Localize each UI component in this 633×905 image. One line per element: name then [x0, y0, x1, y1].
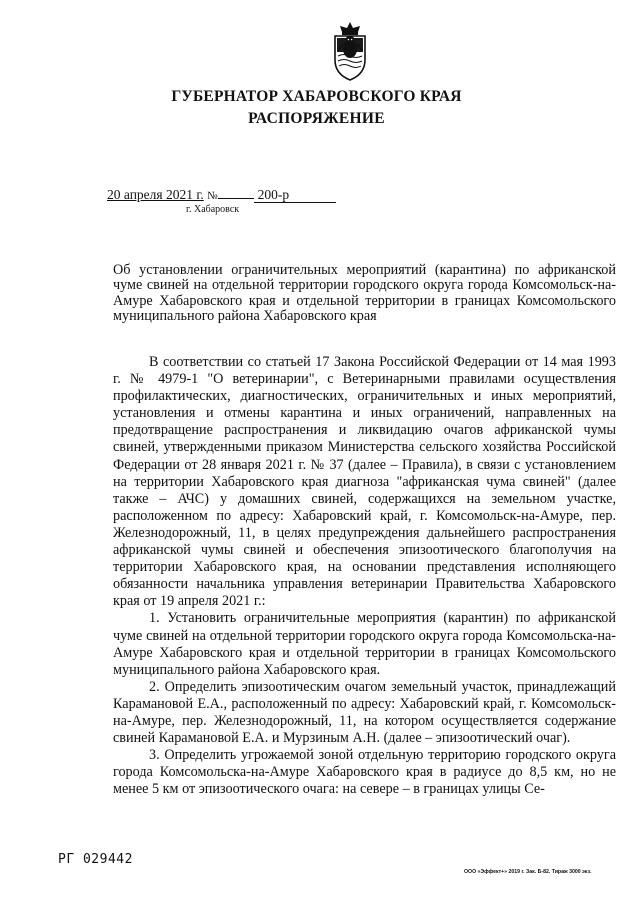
item-3-paragraph: 3. Определить угрожаемой зоной отдельную территорию городского округа города Комсомольска-на-Амуре Хабаровского края в радиусе до 8,5 км, но не менее 5 км от эпизоотического очага: на севере – в границах улицы Се-	[113, 747, 616, 798]
item-1-paragraph: 1. Установить ограничительные мероприятия (карантин) по африканской чуме свиней на отдельной территории городского округа города Комсомольска-на-Амуре Хабаровского края и отдельной территории в границах Комсомольского муниципального района Хабаровского края.	[113, 610, 616, 678]
document-city: г. Хабаровск	[186, 204, 240, 215]
date-number-line	[107, 186, 336, 203]
number-underline	[218, 186, 254, 199]
document-body	[113, 354, 616, 798]
document-number: 200-р	[254, 188, 336, 203]
item-2-paragraph: 2. Определить эпизоотическим очагом земельный участок, принадлежащий Карамановой Е.А., расположенный по адресу: Хабаровский край, г. Комсомольск-на-Амуре, пер. Железнодорожный, 11, на котором осуществляется содержание свиней Карамановой Е.А. и Мурзиным А.Н. (далее – эпизоотический очаг).	[113, 678, 616, 747]
preamble-paragraph: В соответствии со статьей 17 Закона Российской Федерации от 14 мая 1993 г. № 4979-1 "О ветеринарии", с Ветеринарными правилами осуществления профилактических, диагностических, ограничительных и иных мероприятий, установления и отмены карантина и иных ограничений, направленных на предотвращение распространения и ликвидацию очагов африканской чумы свиней, утвержденными приказом Министерства сельского хозяйства Российской Федерации от 28 января 2021 г. № 37 (далее – Правила), в связи с установлением на территории Хабаровского края диагноза "африканская чума свиней" (далее также – АЧС) у домашних свиней, содержащихся на земельном участке, расположенном по адресу: Хабаровский край, г. Комсомольск-на-Амуре, пер. Железнодорожный, 11, в целях предупреждения дальнейшего распространения африканской чумы свиней и обеспечения эпизоотического благополучия на территории Хабаровского края, на основании представления исполняющего обязанности начальника управления ветеринарии Правительства Хабаровского края от 19 апреля 2021 г.:	[113, 354, 616, 610]
registration-number: РГ 029442	[58, 852, 133, 867]
document-type: РАСПОРЯЖЕНИЕ	[248, 110, 385, 127]
document-subject: Об установлении ограничительных мероприятий (карантина) по африканской чуме свиней на отдельной территории городского округа города Комсомольск-на-Амуре Хабаровского края и отдельной территории в границах Комсомольского муниципального района Хабаровского края	[113, 262, 616, 325]
document-date: 20 апреля 2021 г.	[107, 187, 204, 202]
coat-of-arms-icon	[330, 20, 370, 82]
authority-title: ГУБЕРНАТОР ХАБАРОВСКОГО КРАЯ	[171, 88, 462, 105]
printer-imprint: ООО «Эффект+» 2019 г. Зак. Б-82. Тираж 3000 экз.	[464, 869, 592, 875]
number-sign: №	[207, 190, 218, 202]
